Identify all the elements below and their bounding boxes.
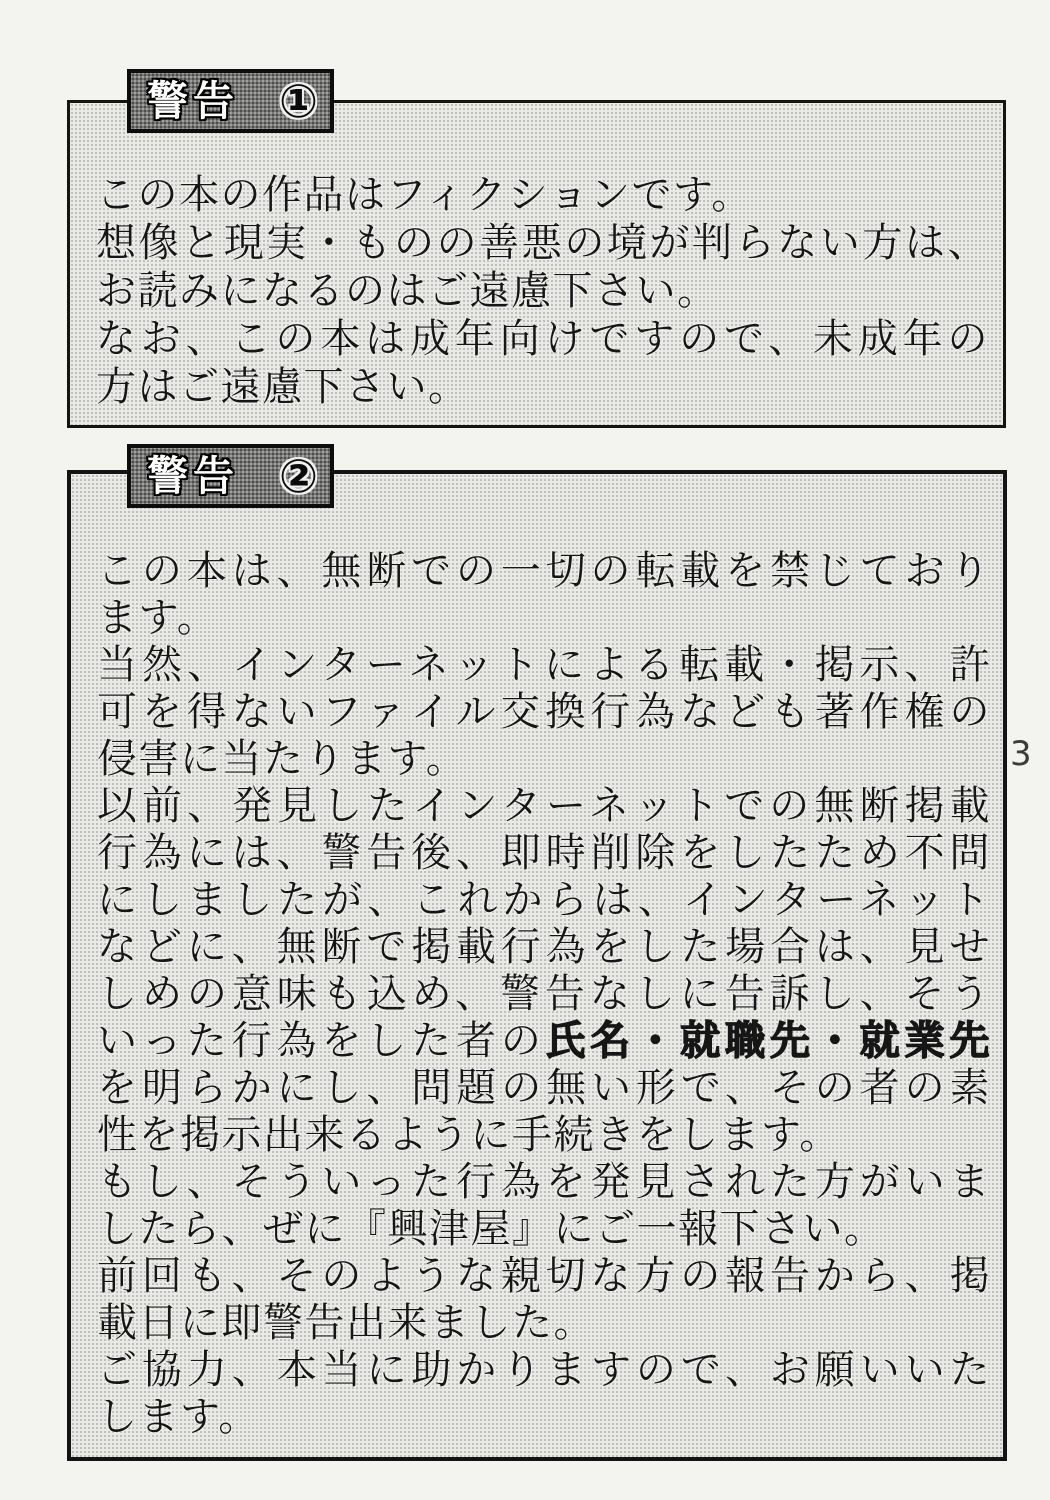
text-line: などに、無断で掲載行為をした場合は、見せ bbox=[97, 924, 991, 970]
circled-number-1-icon: ① bbox=[279, 74, 318, 128]
text-line: 方はご遠慮下さい。 bbox=[96, 364, 470, 410]
warning-box-2 bbox=[67, 470, 1007, 1461]
circled-number-2-icon: ② bbox=[279, 449, 318, 503]
text-line: お読みになるのはご遠慮下さい。 bbox=[96, 268, 719, 314]
page-number: 3 bbox=[1010, 734, 1032, 774]
text-line: ます。 bbox=[97, 595, 219, 641]
warning-2-tab-label: 警告 bbox=[147, 451, 239, 500]
text-line: この本の作品はフィクションです。 bbox=[96, 172, 753, 218]
emphasized-text: 氏名・就職先・就業先 bbox=[545, 1018, 992, 1064]
warning-1-text bbox=[70, 171, 1003, 411]
text-line: この本は、無断での一切の転載を禁じており bbox=[97, 548, 991, 594]
text-line: ご協力、本当に助かりますので、お願いいた bbox=[97, 1347, 991, 1393]
text-line: 性を掲示出来るように手続きをします。 bbox=[97, 1112, 841, 1158]
text-line: もし、そういった行為を発見された方がいま bbox=[97, 1159, 991, 1205]
text-line: したら、ぜに『興津屋』にご一報下さい。 bbox=[97, 1206, 886, 1252]
text-line: にしましたが、これからは、インターネット bbox=[97, 877, 991, 923]
text-line: 行為には、警告後、即時削除をしたため不問 bbox=[97, 830, 991, 876]
text-line: 載日に即警告出来ました。 bbox=[97, 1300, 595, 1346]
text-line: を明らかにし、問題の無い形で、その者の素 bbox=[97, 1065, 991, 1111]
warning-box-1 bbox=[67, 100, 1006, 428]
warning-1-tab bbox=[127, 69, 334, 133]
warning-1-tab-label: 警告 bbox=[147, 76, 239, 125]
text-line: します。 bbox=[97, 1394, 260, 1440]
text-line: 侵害に当たります。 bbox=[97, 736, 468, 782]
warning-2-tab bbox=[127, 444, 334, 508]
text-line: なお、この本は成年向けですので、未成年の bbox=[96, 316, 989, 362]
text-line: いった行為をした者の氏名・就職先・就業先 bbox=[97, 1018, 992, 1064]
text-line: 可を得ないファイル交換行為なども著作権の bbox=[97, 689, 991, 735]
text-line: 以前、発見したインターネットでの無断掲載 bbox=[97, 783, 991, 829]
text-line: 前回も、そのような親切な方の報告から、掲 bbox=[97, 1253, 991, 1299]
warning-2-text bbox=[71, 548, 1003, 1441]
text-line: しめの意味も込め、警告なしに告訴し、そう bbox=[97, 971, 991, 1017]
text-line: 想像と現実・ものの善悪の境が判らない方は、 bbox=[96, 220, 989, 266]
text-line: 当然、インターネットによる転載・掲示、許 bbox=[97, 642, 991, 688]
